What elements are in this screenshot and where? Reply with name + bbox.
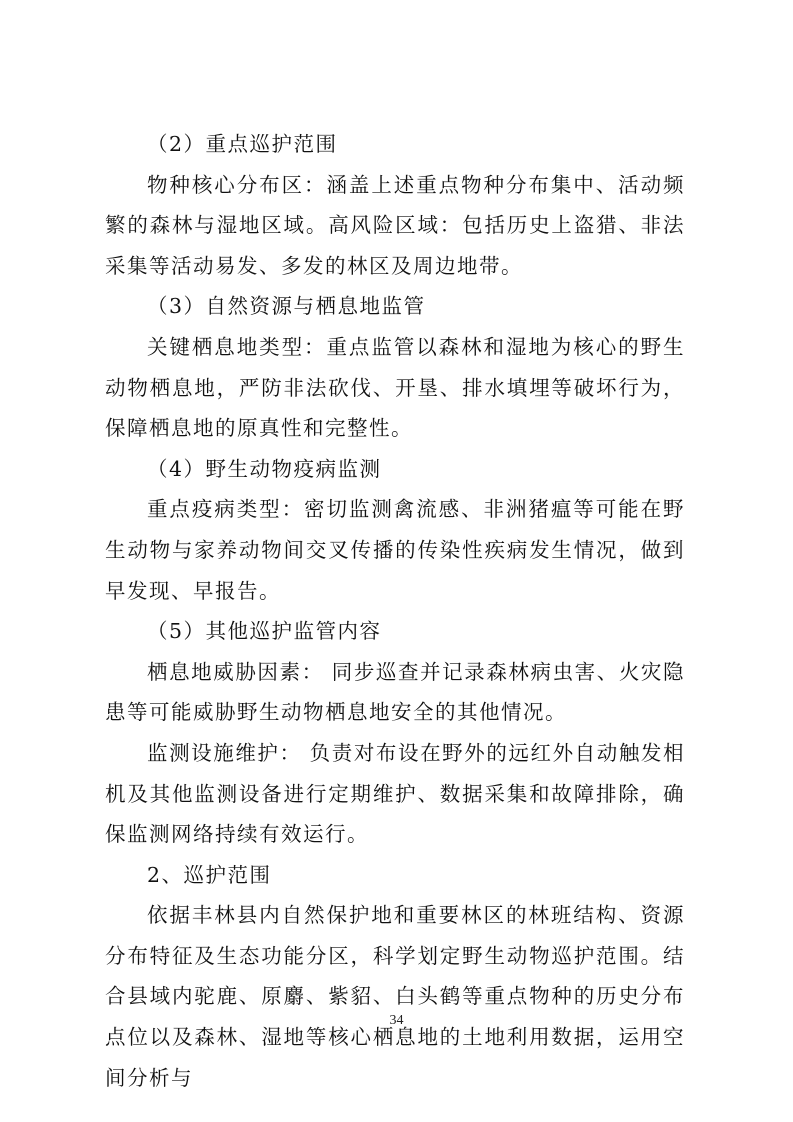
section-heading: 2、巡护范围 xyxy=(147,862,272,887)
section-heading: （5）其他巡护监管内容 xyxy=(147,619,382,644)
paragraph: 依据丰林县内自然保护地和重要林区的林班结构、资源分布特征及生态功能分区，科学划定野生动物巡护范围。结合县域内驼鹿、原麝、紫貂、白头鹤等重点物种的历史分布点位以及森林、湿地等核心栖息地的土地利用数据，运用空间分析与 xyxy=(105,903,685,1090)
section-heading: （3）自然资源与栖息地监管 xyxy=(147,294,426,319)
document-body xyxy=(105,124,685,1098)
section-heading: （2）重点巡护范围 xyxy=(147,132,338,156)
paragraph: 重点疫病类型：密切监测禽流感、非洲猪瘟等可能在野生动物与家养动物间交叉传播的传染性疾病发生情况，做到早发现、早报告。 xyxy=(105,497,685,603)
section-heading: （4）野生动物疫病监测 xyxy=(147,456,382,481)
page-number: 34 xyxy=(389,1013,404,1028)
paragraph: 关键栖息地类型：重点监管以森林和湿地为核心的野生动物栖息地，严防非法砍伐、开垦、排水填埋等破坏行为，保障栖息地的原真性和完整性。 xyxy=(105,334,685,441)
paragraph: 监测设施维护： 负责对布设在野外的远红外自动触发相机及其他监测设备进行定期维护、数据采集和故障排除，确保监测网络持续有效运行。 xyxy=(105,740,685,847)
paragraph: 栖息地威胁因素： 同步巡查并记录森林病虫害、火灾隐患等可能威胁野生动物栖息地安全的其他情况。 xyxy=(105,659,685,725)
paragraph: 物种核心分布区：涵盖上述重点物种分布集中、活动频繁的森林与湿地区域。高风险区域：包括历史上盗猎、非法采集等活动易发、多发的林区及周边地带。 xyxy=(105,172,685,278)
